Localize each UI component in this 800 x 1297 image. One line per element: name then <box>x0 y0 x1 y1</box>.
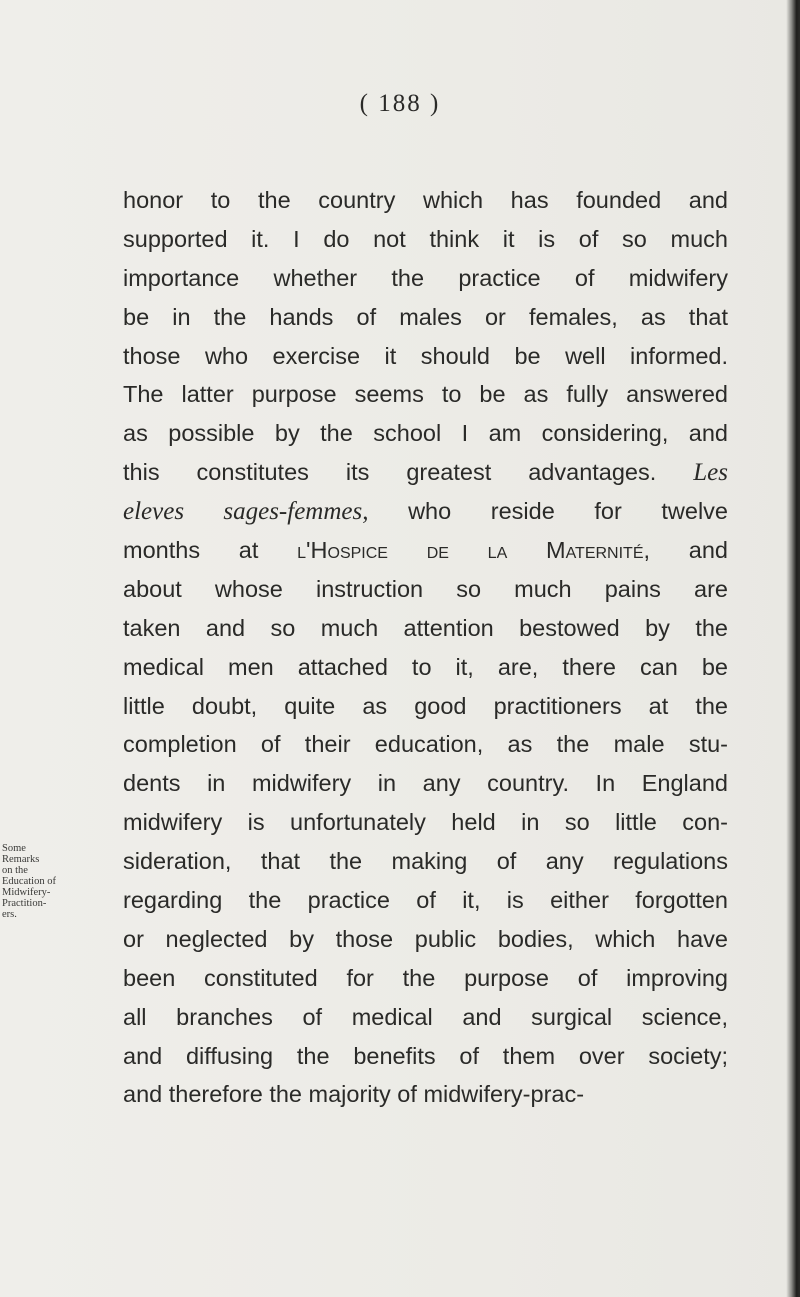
text-line: and diffusing the benefits of them over society; <box>123 1042 728 1069</box>
text-line: about whose instruction so much pains are <box>123 575 728 602</box>
text-line: be in the hands of males or females, as that <box>123 303 728 330</box>
text-line: as possible by the school I am considering, and <box>123 420 728 447</box>
margin-note-line: Practition- <box>2 898 47 909</box>
text-line: sideration, that the making of any regulations <box>123 848 728 875</box>
text-line: regarding the practice of it, is either forgotten <box>123 887 728 914</box>
text-line: medical men attached to it, are, there can be <box>123 653 728 680</box>
margin-note <box>2 843 122 920</box>
text-line: all branches of medical and surgical science, <box>123 1003 728 1030</box>
text-line: and therefore the majority of midwifery-prac- <box>123 1081 585 1108</box>
text-segment: months at <box>123 537 259 564</box>
text-line: dents in midwifery in any country. In England <box>123 770 728 797</box>
text-line: The latter purpose seems to be as fully answered <box>123 381 728 408</box>
margin-note-line: Some <box>2 843 26 854</box>
margin-note-line: on the <box>2 865 28 876</box>
text-line: supported it. I do not think it is of so much <box>123 225 728 252</box>
text-line: honor to the country which has founded and <box>123 187 728 213</box>
text-line: importance whether the practice of midwifery <box>123 264 728 291</box>
text-line: taken and so much attention bestowed by the <box>123 614 728 641</box>
text-line: or neglected by those public bodies, which have <box>123 925 728 952</box>
text-line: little doubt, quite as good practitioners at the <box>123 692 728 719</box>
text-line: midwifery is unfortunately held in so little con- <box>123 809 728 836</box>
margin-note-line: ers. <box>2 909 17 920</box>
body-text <box>123 181 728 1114</box>
text-segment: and <box>688 537 728 564</box>
italic-text: Les <box>693 459 728 487</box>
margin-note-line: Remarks <box>2 854 40 865</box>
margin-note-line: Midwifery- <box>2 887 51 898</box>
text-line: those who exercise it should be well informed. <box>123 342 728 369</box>
smallcaps-text: l'Hospice de la Maternité, <box>297 537 651 564</box>
text-line-with-smallcaps <box>123 531 728 570</box>
italic-text: eleves sages-femmes, <box>123 498 369 526</box>
page-number: ( 188 ) <box>359 90 441 117</box>
text-segment: who reside for twelve <box>408 498 728 525</box>
text-line-with-italic <box>123 453 728 492</box>
text-line-with-italic <box>123 492 728 531</box>
page-edge-shadow <box>786 0 800 1297</box>
text-segment: this constitutes its greatest advantages. <box>123 459 657 486</box>
margin-note-line: Education of <box>2 876 56 887</box>
text-line: been constituted for the purpose of improving <box>123 964 728 991</box>
text-line: completion of their education, as the male stu- <box>123 731 728 758</box>
